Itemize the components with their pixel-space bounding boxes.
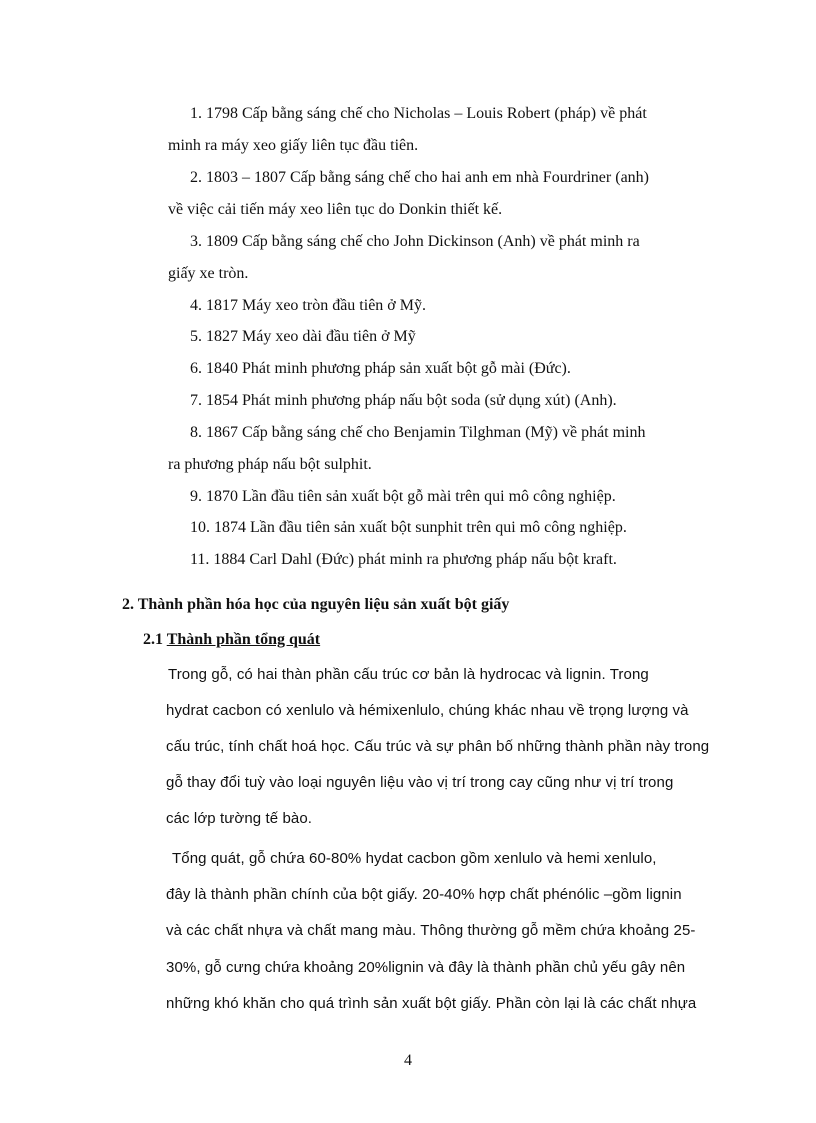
- subsection-number: 2.1: [143, 631, 163, 648]
- list-item-1-line-1: 1. 1798 Cấp bằng sáng chế cho Nicholas – Louis Robert (pháp) về phát: [190, 105, 647, 122]
- paragraph-1-line-4: gỗ thay đổi tuỳ vào loại nguyên liệu vào vị trí trong cay cũng như vị trí trong: [166, 774, 674, 791]
- list-item-6: 6. 1840 Phát minh phương pháp sản xuất bột gỗ mài (Đức).: [190, 360, 571, 377]
- paragraph-2-line-2: đây là thành phần chính của bột giấy. 20-40% hợp chất phénólic –gồm lignin: [166, 886, 682, 903]
- paragraph-2-line-5: những khó khăn cho quá trình sản xuất bột giấy. Phần còn lại là các chất nhựa: [166, 995, 697, 1012]
- list-item-1-line-2: minh ra máy xeo giấy liên tục đầu tiên.: [168, 137, 419, 154]
- page-number: 4: [404, 1052, 412, 1069]
- list-item-4: 4. 1817 Máy xeo tròn đầu tiên ở Mỹ.: [190, 297, 426, 314]
- list-item-5: 5. 1827 Máy xeo dài đầu tiên ở Mỹ: [190, 328, 416, 345]
- list-item-7: 7. 1854 Phát minh phương pháp nấu bột soda (sử dụng xút) (Anh).: [190, 392, 617, 409]
- paragraph-2-line-3: và các chất nhựa và chất mang màu. Thông thường gỗ mềm chứa khoảng 25-: [166, 922, 696, 939]
- list-item-3-line-1: 3. 1809 Cấp bằng sáng chế cho John Dickinson (Anh) về phát minh ra: [190, 233, 640, 250]
- list-item-8-line-2: ra phương pháp nấu bột sulphit.: [168, 456, 372, 473]
- subsection-title: Thành phần tổng quát: [166, 631, 321, 648]
- paragraph-2-line-4: 30%, gỗ cưng chứa khoảng 20%lignin và đây là thành phần chủ yếu gây nên: [166, 959, 686, 976]
- list-item-2-line-1: 2. 1803 – 1807 Cấp bằng sáng chế cho hai anh em nhà Fourdriner (anh): [190, 169, 649, 186]
- paragraph-1-line-5: các lớp tường tế bào.: [166, 810, 313, 827]
- list-item-10: 10. 1874 Lần đầu tiên sản xuất bột sunphit trên qui mô công nghiệp.: [190, 519, 627, 536]
- list-item-9: 9. 1870 Lần đầu tiên sản xuất bột gỗ mài trên qui mô công nghiệp.: [190, 488, 616, 505]
- paragraph-1-line-1: Trong gỗ, có hai thàn phần cấu trúc cơ bản là hydrocac và lignin. Trong: [168, 666, 649, 683]
- list-item-3-line-2: giấy xe tròn.: [168, 265, 249, 282]
- section-heading: 2. Thành phần hóa học của nguyên liệu sản xuất bột giấy: [122, 596, 510, 613]
- list-item-8-line-1: 8. 1867 Cấp bằng sáng chế cho Benjamin Tilghman (Mỹ) về phát minh: [190, 424, 646, 441]
- paragraph-2-line-1: Tổng quát, gỗ chứa 60-80% hydat cacbon gồm xenlulo và hemi xenlulo,: [172, 850, 657, 867]
- paragraph-1-line-2: hydrat cacbon có xenlulo và hémixenlulo, chúng khác nhau về trọng lượng và: [166, 702, 689, 719]
- list-item-2-line-2: về việc cải tiến máy xeo liên tục do Donkin thiết kế.: [168, 201, 503, 218]
- list-item-11: 11. 1884 Carl Dahl (Đức) phát minh ra phương pháp nấu bột kraft.: [190, 551, 617, 568]
- subsection-heading: [143, 631, 320, 649]
- paragraph-1-line-3: cấu trúc, tính chất hoá học. Cấu trúc và sự phân bố những thành phần này trong: [166, 738, 710, 755]
